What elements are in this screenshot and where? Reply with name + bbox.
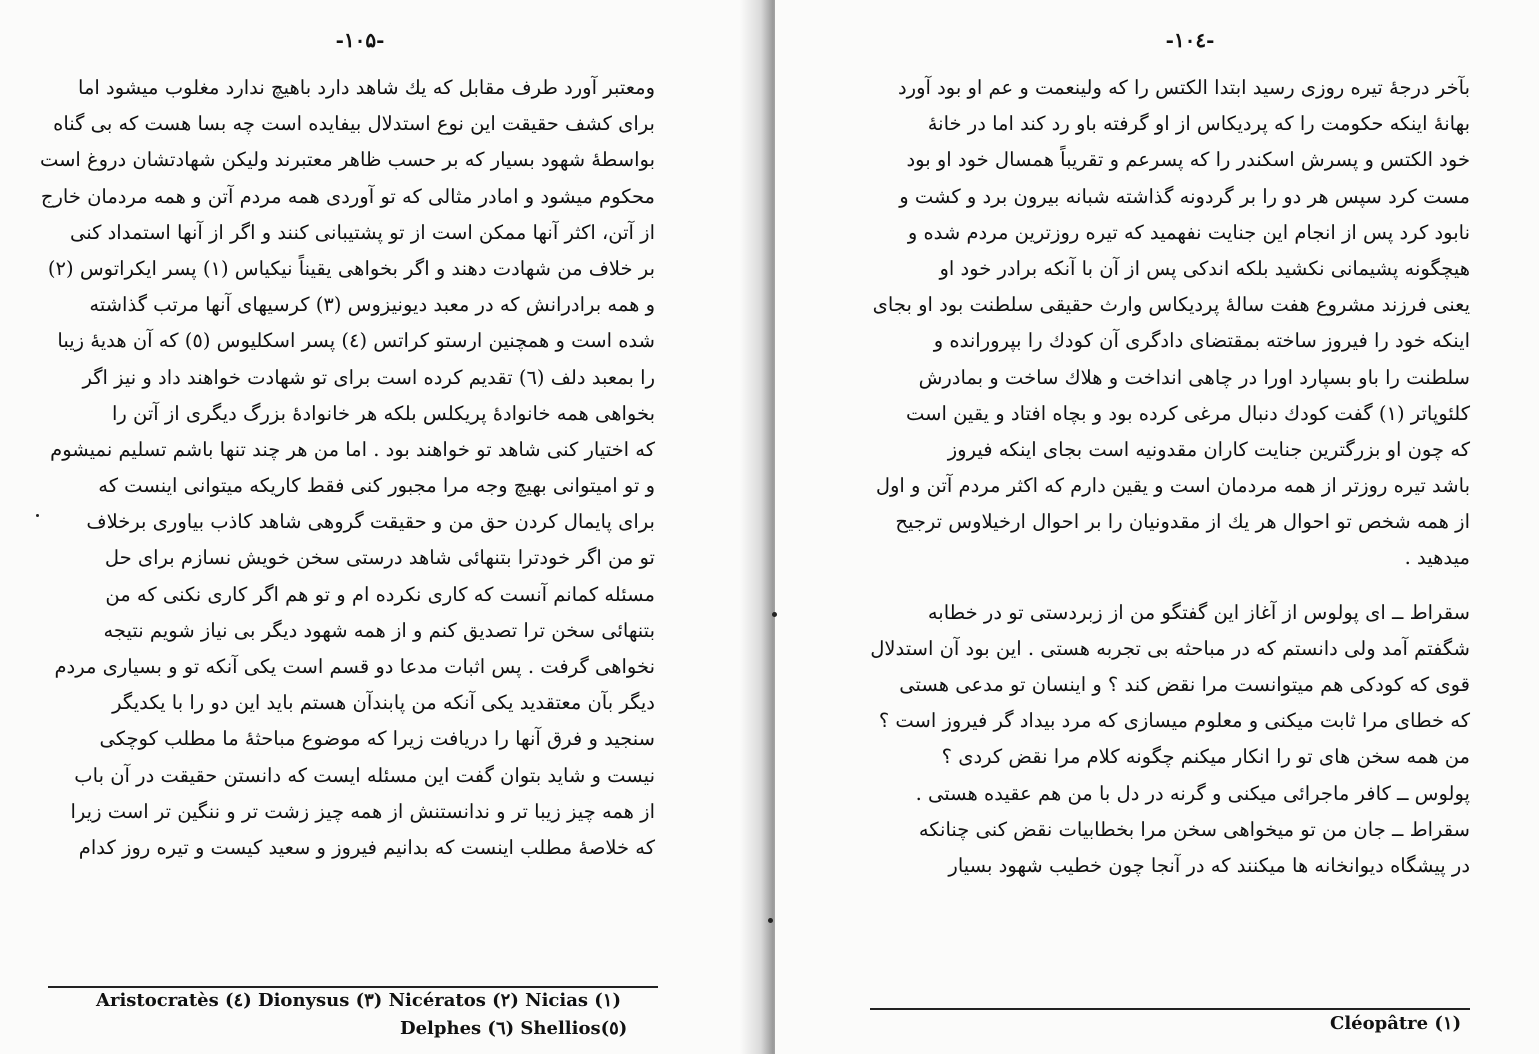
- ink-speck: [772, 612, 777, 617]
- text-line: مسئله کمانم آنست که کاری نکرده ام و تو هم اگر کاری نکنی که من: [105, 582, 655, 606]
- right-page: [775, 0, 1539, 1054]
- text-line: و همه برادرانش که در معبد دیونیزوس (۳) کرسیهای آنها مرتب گذاشته: [89, 293, 655, 317]
- text-line: تو من اگر خودترا بتنهائی شاهد درستی سخن خویش نسازم برای حل: [104, 546, 655, 570]
- footnote-rule: [48, 986, 658, 988]
- dialogue-line: که خطای مرا ثابت میکنی و معلوم میسازی که مرد بیداد گر فیروز است ؟: [878, 709, 1470, 733]
- text-line: خود الکتس و پسرش اسکندر را که پسرعم و تقریباً همسال خود او بود: [906, 148, 1470, 172]
- text-line: کلئوپاتر (۱) گفت کودك دنبال مرغی کرده بود و بچاه افتاد و یقین است: [905, 401, 1470, 425]
- text-line: از همه شخص تو احوال هر یك از مقدونیان را بر احوال ارخیلاوس ترجیح: [895, 510, 1470, 534]
- text-line: یعنی فرزند مشروع هفت سالهٔ پردیکاس وارث حقیقی سلطنت بود او بجای: [872, 293, 1470, 317]
- text-line: دیگر بآن معتقدید یکی آنکه من پابندآن هستم باید این دو را با یکدیگر: [112, 691, 655, 715]
- dialogue-line: سقراط ــ ای پولوس از آغاز این گفتگو من از زبردستی تو در خطابه: [927, 600, 1470, 624]
- text-line: را بمعبد دلف (٦) تقدیم کرده است برای تو شهادت خواهند داد و نیز اگر: [82, 365, 655, 389]
- dialogue-line: پولوس ــ کافر ماجرائی میکنی و گرنه در دل با من هم عقیده هستی .: [915, 781, 1470, 805]
- footnote-line: Cléopâtre (١): [1330, 1013, 1462, 1034]
- text-line: سنجید و فرق آنها را دریافت زیرا که موضوع مباحثهٔ ما مطلب کوچکی: [99, 727, 655, 751]
- text-line: ومعتبر آورد طرف مقابل که یك شاهد دارد باهیچ ندارد مغلوب میشود اما: [78, 76, 655, 99]
- footnote-rule: [870, 1008, 1470, 1010]
- text-line: که چون او بزرگترین جنایت کاران مقدونیه است بجای اینکه فیروز: [947, 437, 1470, 461]
- text-line: هیچگونه پشیمانی نکشید بلکه اندکی پس از آن با آنکه برادر خود او: [939, 256, 1470, 280]
- text-line: نابود کرد پس از انجام این جنایت نفهمید که تیره روزترین مردم شده و: [907, 220, 1470, 244]
- dialogue-line: شگفتم آمد ولی دانستم که در مباحثه بی تجربه هستی . این بود آن استدلال: [870, 636, 1470, 660]
- text-line: باشد تیره روزتر از همه مردمان است و یقین دارم که اکثر مردم آتن و اول: [875, 474, 1470, 498]
- text-line: میدهید .: [1404, 546, 1470, 570]
- page-number: -۱۰۵-: [335, 28, 385, 52]
- text-line: بخواهی همه خانوادهٔ پریکلس بلکه هر خانوادهٔ بزرگ دیگری از آتن را: [111, 401, 655, 425]
- text-line: که خلاصهٔ مطلب اینست که بدانیم فیروز و سعید کیست و تیره روز کدام: [78, 835, 655, 859]
- left-page-text: [39, 70, 655, 866]
- text-line: بر خلاف من شهادت دهند و اگر بخواهی یقیناً نیکیاس (۱) پسر ایکراتوس (۲): [47, 256, 655, 280]
- dialogue-line: قوی که کودکی هم میتوانست مرا نقض کند ؟ و اینسان تو مدعی هستی: [899, 673, 1470, 696]
- text-line: و تو امیتوانی بهیچ وجه مرا مجبور کنی فقط کاریکه میتوانی اینست که: [98, 474, 655, 498]
- text-line: برای کشف حقیقت این نوع استدلال بیفایده است چه بسا هست که بی گناه: [53, 112, 655, 136]
- left-page: [0, 0, 760, 1054]
- ink-speck: [768, 918, 773, 923]
- text-line: شده است و همچنین ارستو کراتس (٤) پسر اسکلیوس (٥) که آن هدیهٔ زیبا: [57, 329, 655, 353]
- text-line: مست کرد سپس هر دو را بر گردونه گذاشته شبانه بیرون برد و کشت و: [899, 184, 1470, 208]
- text-line: سلطنت را باو بسپارد اورا در چاهی انداخت و هلاك ساخت و بمادرش: [918, 365, 1470, 389]
- text-line: بهانهٔ اینکه حکومت را که پردیکاس از او گرفته باو رد کند اما در خانهٔ: [927, 112, 1470, 136]
- right-page-text: [870, 70, 1470, 884]
- page-number: -۱۰٤-: [1165, 28, 1215, 52]
- text-line: بتنهائی سخن ترا تصدیق کنم و از همه شهود دیگر بی نیاز شویم نتیجه: [103, 618, 655, 642]
- dialogue-line: در پیشگاه دیوانخانه ها میکنند که در آنجا چون خطیب شهود بسیار: [948, 853, 1470, 877]
- text-line: نیست و شاید بتوان گفت این مسئله ایست که دانستن حقیقت در آن باب: [74, 763, 655, 787]
- text-line: برای پایمال کردن حق من و حقیقت گروهی شاهد کاذب بیاوری برخلاف: [86, 510, 655, 534]
- footnote-line: Delphes (٦) Shellios(٥): [400, 1018, 628, 1039]
- dialogue-line: من همه سخن های تو را انکار میکنم چگونه کلام مرا نقض کردی ؟: [941, 745, 1470, 769]
- dialogue-line: سقراط ــ جان من تو میخواهی سخن مرا بخطابیات نقض کنی چنانکه: [918, 817, 1470, 841]
- text-line: از همه چیز زیبا تر و ندانستنش از همه چیز زشت تر و ننگین تر است زیرا: [70, 799, 655, 823]
- text-line: محکوم میشود و امادر مثالی که تو آوردی همه مردم آتن و همه مردمان خارج: [40, 184, 655, 208]
- text-line: از آتن، اکثر آنها ممکن است از تو پشتیبانی کنند و اگر از آنها استمداد کنی: [69, 220, 655, 244]
- ink-speck: [36, 514, 39, 517]
- text-line: بواسطهٔ شهود بسیار که بر حسب ظاهر معتبرند ولیکن شهادتشان دروغ است: [39, 148, 655, 172]
- footnote-line: Aristocratès (٤) Dionysus (٣) Nicératos (٢) Nicias (١): [96, 990, 621, 1011]
- text-line: که اختیار کنی شاهد تو خواهند بود . اما من هر چند تنها باشم تسلیم نمیشوم: [50, 437, 655, 461]
- text-line: نخواهی گرفت . پس اثبات مدعا دو قسم است یکی آنکه تو و بسیاری مردم: [54, 655, 655, 678]
- text-line: اینکه خود را فیروز ساخته بمقتضای دادگری آن کودك را بپرورانده و: [933, 329, 1470, 353]
- text-line: بآخر درجهٔ تیره روزی رسید ابتدا الکتس را که ولینعمت و عم او بود آورد: [897, 76, 1470, 99]
